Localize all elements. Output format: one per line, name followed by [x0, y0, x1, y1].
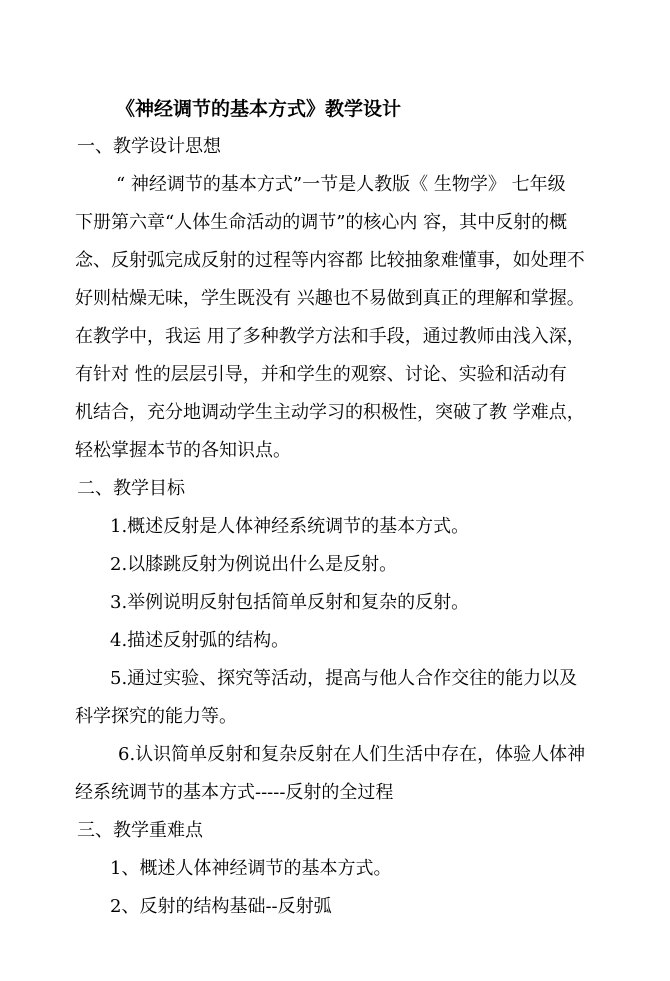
- objective-item: 4.描述反射弧的结构。: [110, 630, 290, 651]
- paragraph-line: 在教学中，我运 用了多种教学方法和手段，通过教师由浅入深，: [75, 326, 585, 347]
- document-title: 《神经调节的基本方式》教学设计: [116, 98, 402, 120]
- paragraph-line: 有针对 性的层层引导，并和学生的观察、讨论、实验和活动有: [75, 364, 567, 385]
- objective-item: 1.概述反射是人体神经系统调节的基本方式。: [110, 516, 470, 537]
- objective-item-continuation: 科学探究的能力等。: [75, 706, 237, 727]
- paragraph-line: “ 神经调节的基本方式”一节是人教版《 生物学》 七年级: [116, 174, 566, 195]
- key-point-item: 2、反射的结构基础--反射弧: [110, 896, 332, 917]
- paragraph-line: 好则枯燥无味，学生既没有 兴趣也不易做到真正的理解和掌握。: [75, 288, 585, 309]
- objective-item: 2.以膝跳反射为例说出什么是反射。: [110, 554, 398, 575]
- section-heading-key-points: 三、教学重难点: [77, 820, 203, 841]
- objective-item: 6.认识简单反射和复杂反射在人们生活中存在，体验人体神: [118, 744, 586, 765]
- objective-item: 5.通过实验、探究等活动，提高与他人合作交往的能力以及: [110, 668, 578, 689]
- objective-item: 3.举例说明反射包括简单反射和复杂的反射。: [110, 592, 470, 613]
- key-point-item: 1、概述人体神经调节的基本方式。: [110, 858, 392, 879]
- paragraph-line: 下册第六章“人体生命活动的调节”的核心内 容，其中反射的概: [75, 212, 568, 233]
- paragraph-line: 轻松掌握本节的各知识点。: [75, 440, 291, 461]
- paragraph-line: 念、反射弧完成反射的过程等内容都 比较抽象难懂事，如处理不: [75, 250, 585, 271]
- section-heading-thinking: 一、教学设计思想: [77, 136, 221, 157]
- section-heading-objectives: 二、教学目标: [77, 478, 185, 499]
- paragraph-line: 机结合，充分地调动学生主动学习的积极性，突破了教 学难点，: [75, 402, 585, 423]
- objective-item-continuation: 经系统调节的基本方式-----反射的全过程: [75, 782, 394, 803]
